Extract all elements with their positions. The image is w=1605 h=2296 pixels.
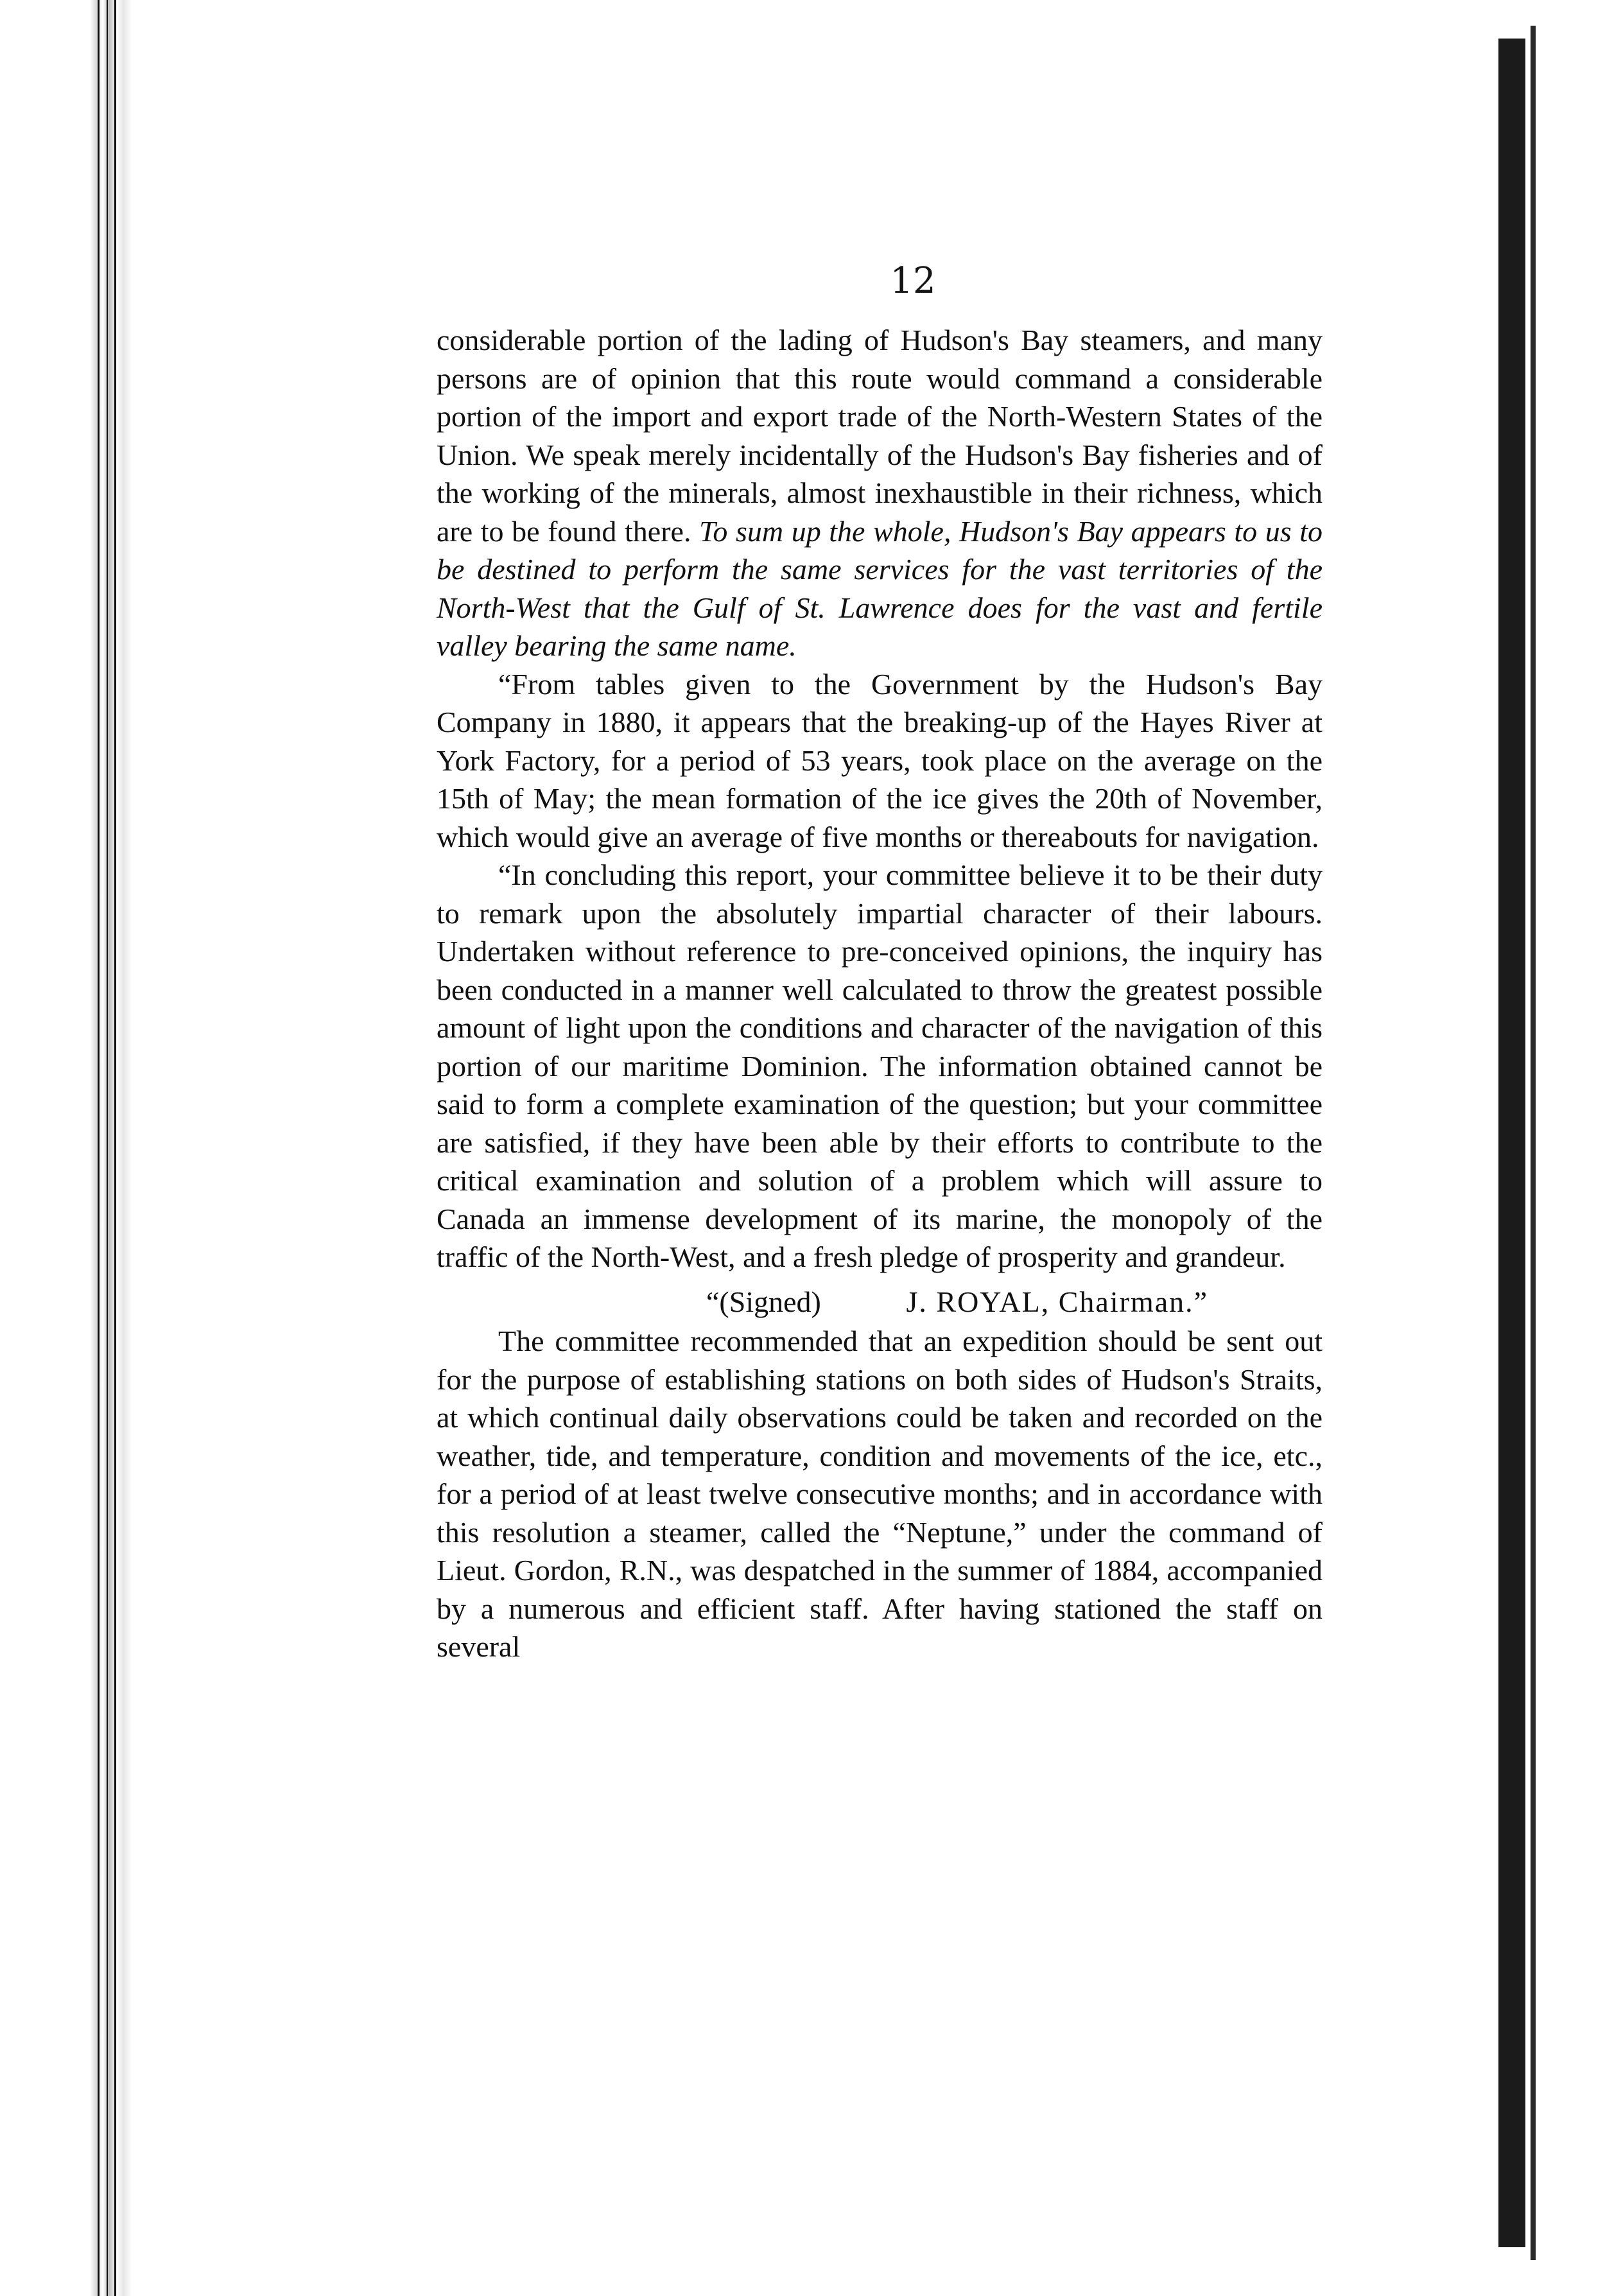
binding-line (98, 0, 100, 2296)
italic-summary-text: To sum up the whole, Hudson's Bay appears to us to be destined to perform the same services for the vast territories of the North-West that the Gulf of St. Lawrence does for the vast and fertile valley bearing the same name. (437, 514, 1323, 662)
binding-line (114, 0, 116, 2296)
signature-line (437, 1283, 1323, 1321)
page-number: 12 (890, 260, 936, 302)
paragraph-text: considerable portion of the lading of Hudson's Bay steamers, and many persons are of opinion that this route would command a considerable portion of the import and export trade of the North-Western States of the Union. We speak merely incidentally of the Hudson's Bay fisheries and of the working of the minerals, almost inexhaustible in their richness, which are to be found there. (437, 324, 1323, 548)
signature-label: “(Signed) (706, 1285, 821, 1318)
body-text (437, 321, 1323, 1666)
paragraph-conclusion: “In concluding this report, your committee believe it to be their duty to remark upon the absolutely impartial character of their labours. Undertaken without reference to pre-conceived opinions, the inquiry has been conducted in a manner well calculated to throw the greatest possible amount of light upon the conditions and character of the navigation of this portion of our maritime Dominion. The information obtained cannot be said to form a complete examination of the question; but your committee are satisfied, if they have been able by their efforts to contribute to the critical examination and solution of a problem which will assure to Canada an immense development of its marine, the monopoly of the traffic of the North-West, and a fresh pledge of prosperity and grandeur. (437, 858, 1323, 1273)
paragraph-continuation (437, 321, 1323, 665)
signature-name: J. ROYAL, Chairman.” (906, 1285, 1209, 1318)
binding-line (107, 0, 108, 2296)
paragraph-expedition: The committee recommended that an expedition should be sent out for the purpose of establishing stations on both sides of Hudson's Straits, at which continual daily observations could be taken and recorded on the weather, tide, and temperature, condition and movements of the ice, etc., for a period of at least twelve consecutive months; and in accordance with this resolution a steamer, called the “Neptune,” under the command of Lieut. Gordon, R.N., was despatched in the summer of 1884, accompanied by a numerous and efficient staff. After having stationed the staff on several (437, 1325, 1323, 1663)
paragraph-tables: “From tables given to the Government by the Hudson's Bay Company in 1880, it appears that the breaking-up of the Hayes River at York Factory, for a period of 53 years, took place on the average on the 15th of May; the mean formation of the ice gives the 20th of November, which would give an average of five months or thereabouts for navigation. (437, 667, 1323, 853)
page-shadow-right (1498, 39, 1525, 2247)
page-shadow-right-thin (1531, 26, 1536, 2260)
